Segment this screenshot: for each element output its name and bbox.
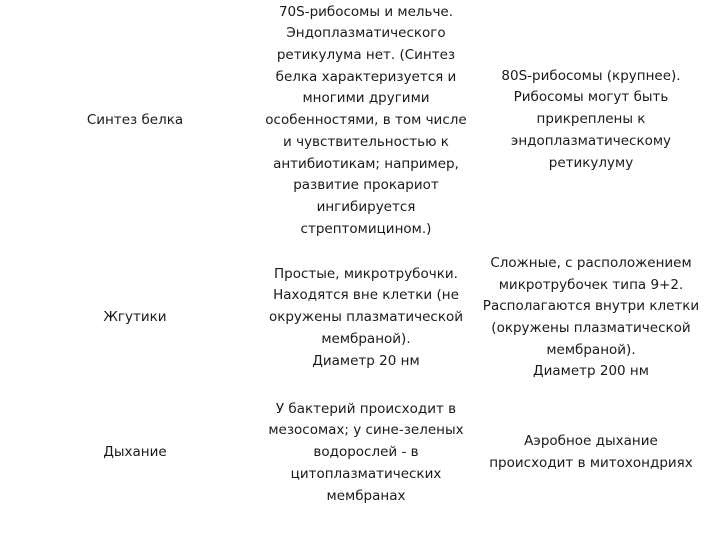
table-row-protein-synthesis xyxy=(0,0,720,242)
prokaryote-cell-respiration: У бактерий происходит в мезосомах; у сине-зеленых водорослей - в цитоплазматических мембранах xyxy=(268,400,464,504)
eukaryote-cell-protein-synthesis: 80S-рибосомы (крупнее). Рибосомы могут быть прикреплены к эндоплазматическому ретикулуму xyxy=(501,67,681,171)
eukaryote-cell-respiration: Аэробное дыхание происходит в митохондриях xyxy=(489,433,693,471)
row-label-respiration: Дыхание xyxy=(103,444,167,461)
table-row-respiration xyxy=(0,396,720,510)
eukaryote-cell-flagella: Сложные, с расположением микротрубочек типа 9+2. Располагаются внутри клетки (окружены плазматической мембраной). Диаметр 200 нм xyxy=(482,254,700,380)
row-label-flagella: Жгутики xyxy=(103,309,167,326)
prokaryote-cell-protein-synthesis: 70S-рибосомы и мельче. Эндоплазматического ретикулума нет. (Синтез белка характеризуется и многими другими особенностями, в том числе и чувствительностью к антибиотикам; например, развитие прокариот ингибируется стрептомицином.) xyxy=(265,3,467,237)
table-row-flagella xyxy=(0,250,720,386)
prokaryote-cell-flagella: Простые, микротрубочки. Находятся вне клетки (не окружены плазматической мембраной). Диаметр 20 нм xyxy=(268,265,464,369)
row-label-protein-synthesis: Синтез белка xyxy=(86,112,184,129)
